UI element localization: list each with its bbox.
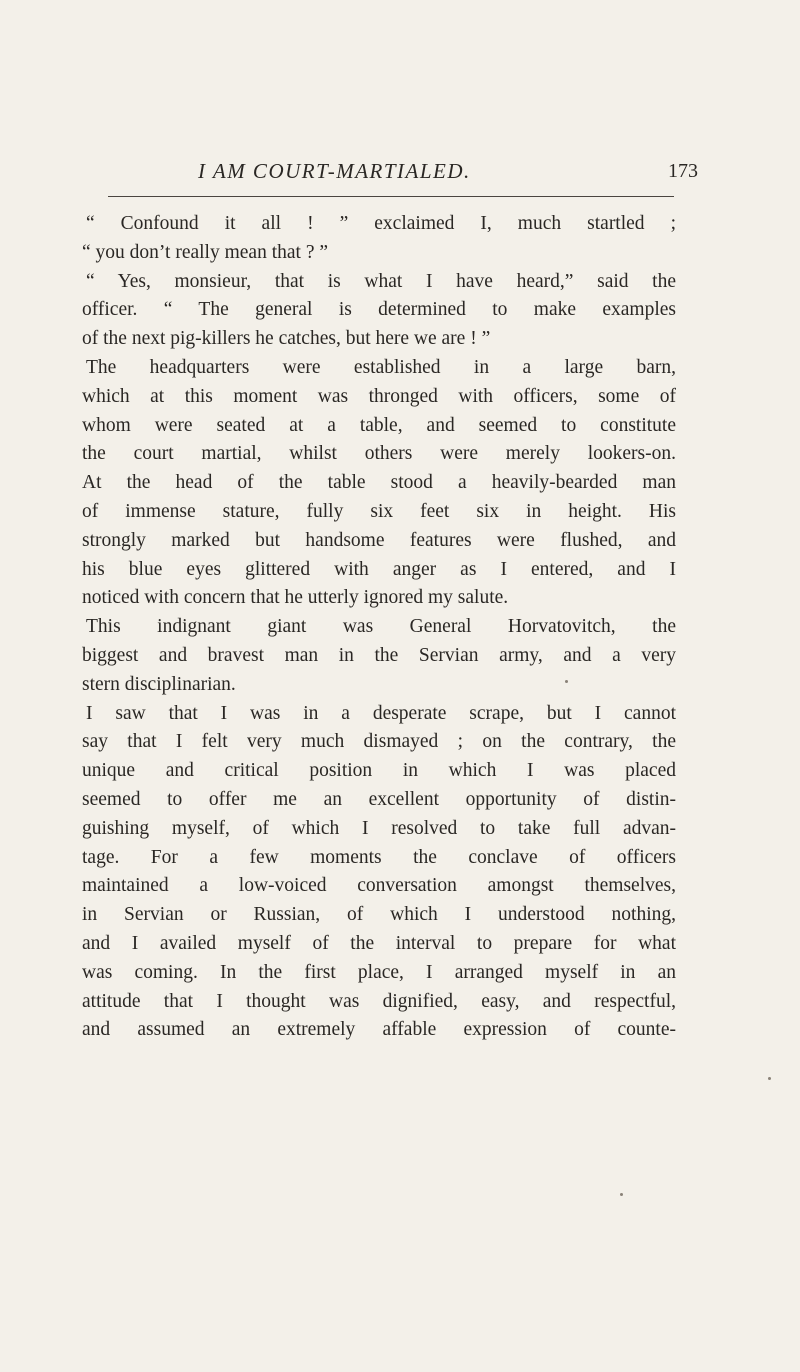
text-line: I saw that I was in a desperate scrape, but I cannot bbox=[86, 702, 676, 724]
text-line: “ Confound it all ! ” exclaimed I, much startled ; bbox=[86, 213, 676, 234]
text-line: “ you don’t really mean that ? ” bbox=[82, 241, 329, 263]
text-line: strongly marked but handsome features were flushed, and bbox=[82, 529, 676, 551]
text-line: of immense stature, fully six feet six in height. His bbox=[82, 500, 676, 522]
text-line: tage. For a few moments the conclave of officers bbox=[82, 846, 676, 868]
text-line: officer. “ The general is determined to make examples bbox=[82, 299, 676, 321]
header-rule bbox=[108, 196, 674, 197]
text-line: unique and critical position in which I was placed bbox=[82, 760, 676, 782]
text-line: guishing myself, of which I resolved to take full advan- bbox=[82, 817, 676, 839]
text-line: and I availed myself of the interval to prepare for what bbox=[82, 932, 676, 954]
text-line: At the head of the table stood a heavily-bearded man bbox=[82, 472, 676, 494]
page-number: 173 bbox=[668, 160, 698, 182]
text-line: seemed to offer me an excellent opportunity of distin- bbox=[82, 788, 676, 810]
text-line: maintained a low-voiced conversation amongst themselves, bbox=[82, 875, 676, 897]
text-line: was coming. In the first place, I arranged myself in an bbox=[82, 961, 676, 983]
page-header bbox=[92, 157, 698, 193]
text-line: in Servian or Russian, of which I understood nothing, bbox=[82, 904, 676, 926]
running-title: I AM COURT-MARTIALED. bbox=[198, 159, 471, 183]
paper-speck bbox=[768, 1077, 771, 1080]
text-line: noticed with concern that he utterly ignored my salute. bbox=[82, 587, 509, 609]
text-line: his blue eyes glittered with anger as I entered, and I bbox=[82, 558, 676, 580]
text-line: the court martial, whilst others were merely lookers-on. bbox=[82, 443, 676, 465]
text-line: whom were seated at a table, and seemed to constitute bbox=[82, 414, 676, 436]
text-line: say that I felt very much dismayed ; on the contrary, the bbox=[82, 731, 676, 753]
text-line: and assumed an extremely affable expression of counte- bbox=[82, 1019, 676, 1041]
body-text bbox=[82, 210, 676, 1045]
text-line: biggest and bravest man in the Servian army, and a very bbox=[82, 644, 676, 666]
text-line: The headquarters were established in a large barn, bbox=[86, 356, 676, 378]
text-line: “ Yes, monsieur, that is what I have heard,” said the bbox=[86, 270, 676, 292]
paper-speck bbox=[565, 680, 568, 683]
text-line: attitude that I thought was dignified, easy, and respectful, bbox=[82, 990, 676, 1012]
text-line: of the next pig-killers he catches, but here we are ! ” bbox=[82, 328, 491, 350]
text-line: This indignant giant was General Horvatovitch, the bbox=[86, 616, 676, 638]
paper-speck bbox=[620, 1193, 623, 1196]
text-line: which at this moment was thronged with officers, some of bbox=[82, 385, 676, 407]
text-line: stern disciplinarian. bbox=[82, 673, 236, 695]
